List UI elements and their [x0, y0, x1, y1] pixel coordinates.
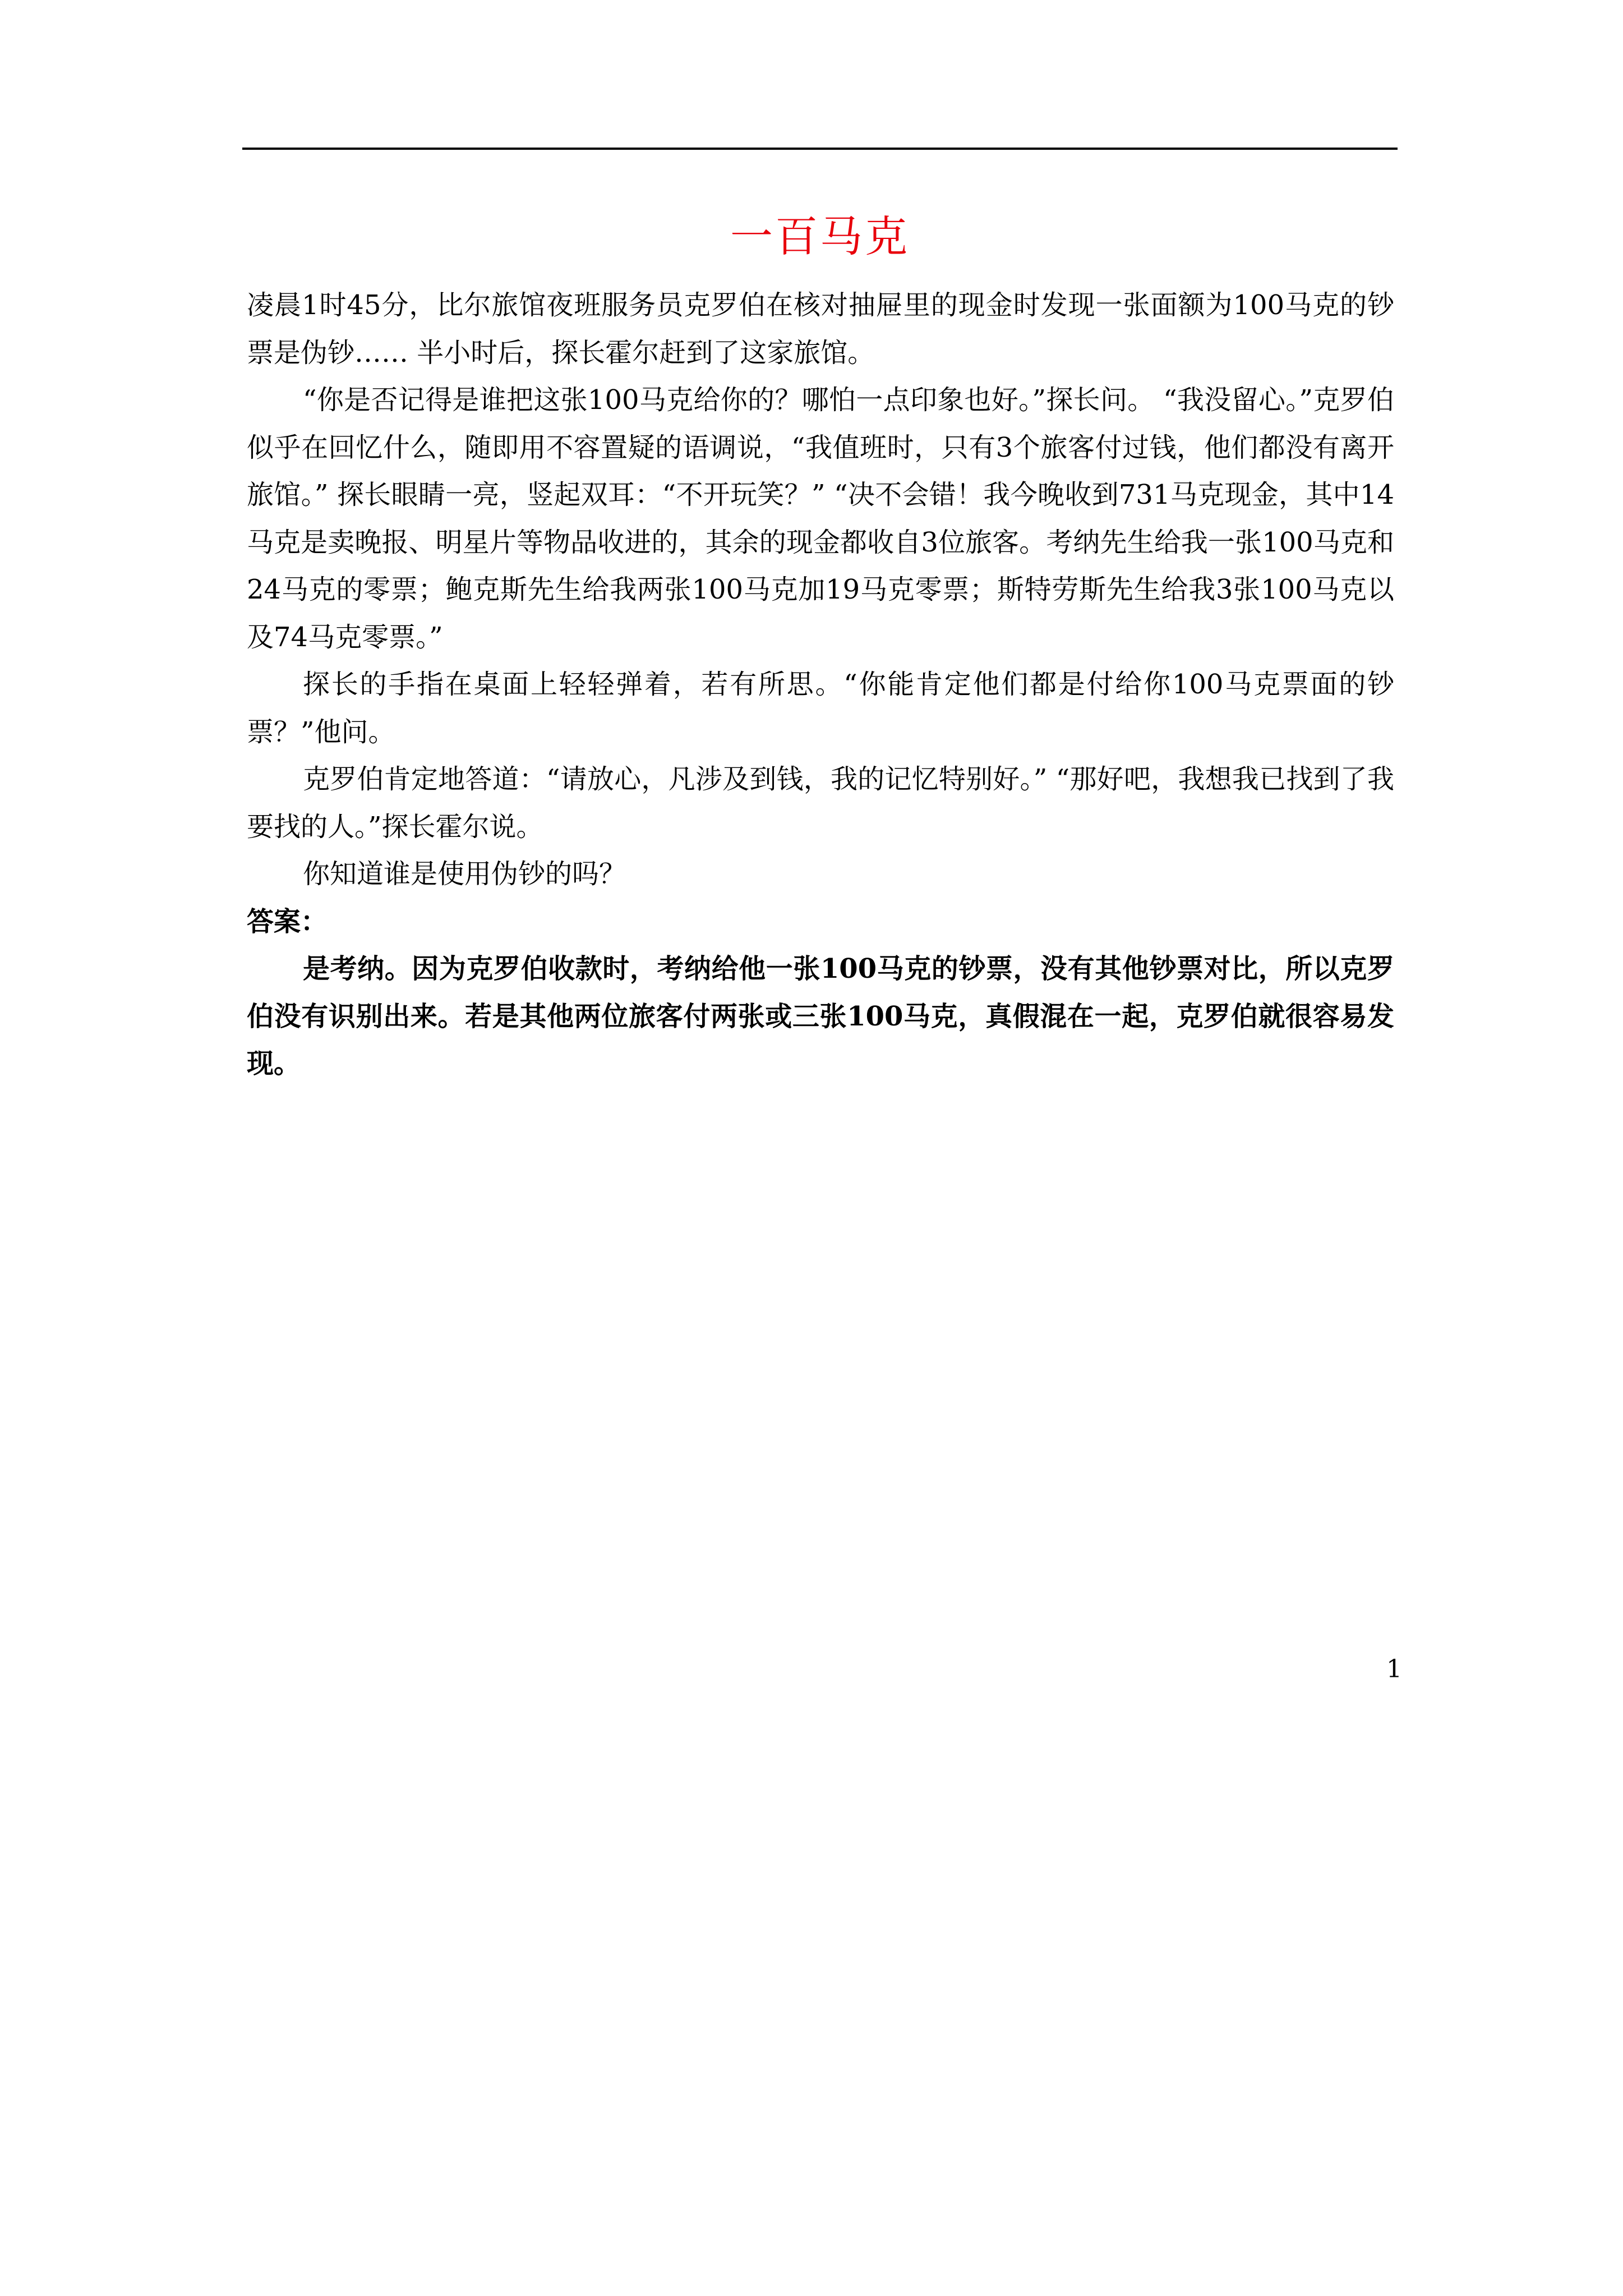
answer-label: 答案： [247, 905, 328, 937]
header-rule [242, 148, 1398, 150]
paragraph-inspector: 探长的手指在桌面上轻轻弹着，若有所思。“你能肯定他们都是付给你100马克票面的钞票？”他问。 [247, 669, 1394, 748]
paragraph-question: 你知道谁是使用伪钞的吗？ [303, 858, 626, 890]
answer-text: 是考纳。因为克罗伯收款时，考纳给他一张100马克的钞票，没有其他钞票对比，所以克罗伯没有识别出来。若是其他两位旅客付两张或三张100马克，真假混在一起，克罗伯就很容易发现。 [247, 953, 1394, 1079]
document-body [247, 282, 1394, 1088]
paragraph-dialogue: “你是否记得是谁把这张100马克给你的？哪怕一点印象也好。”探长问。 “我没留心。”克罗伯似乎在回忆什么，随即用不容置疑的语调说，“我值班时，只有3个旅客付过钱，他们都没有离开旅馆。” 探长眼睛一亮，竖起双耳：“不开玩笑？” “决不会错！我今晚收到731马克现金，其中14马克是卖晚报、明星片等物品收进的，其余的现金都收自3位旅客。考纳先生给我一张100马克和24马克的零票；鲍克斯先生给我两张100马克加19马克零票；斯特劳斯先生给我3张100马克以及74马克零票。” [247, 384, 1394, 653]
paragraph-intro: 凌晨1时45分，比尔旅馆夜班服务员克罗伯在核对抽屉里的现金时发现一张面额为100马克的钞票是伪钞…… 半小时后，探长霍尔赶到了这家旅馆。 [247, 289, 1394, 369]
paragraph-reply: 克罗伯肯定地答道：“请放心，凡涉及到钱，我的记忆特别好。” “那好吧，我想我已找到了我要找的人。”探长霍尔说。 [247, 763, 1394, 843]
document-title: 一百马克 [730, 211, 910, 261]
page-number: 1 [1386, 1655, 1402, 1683]
